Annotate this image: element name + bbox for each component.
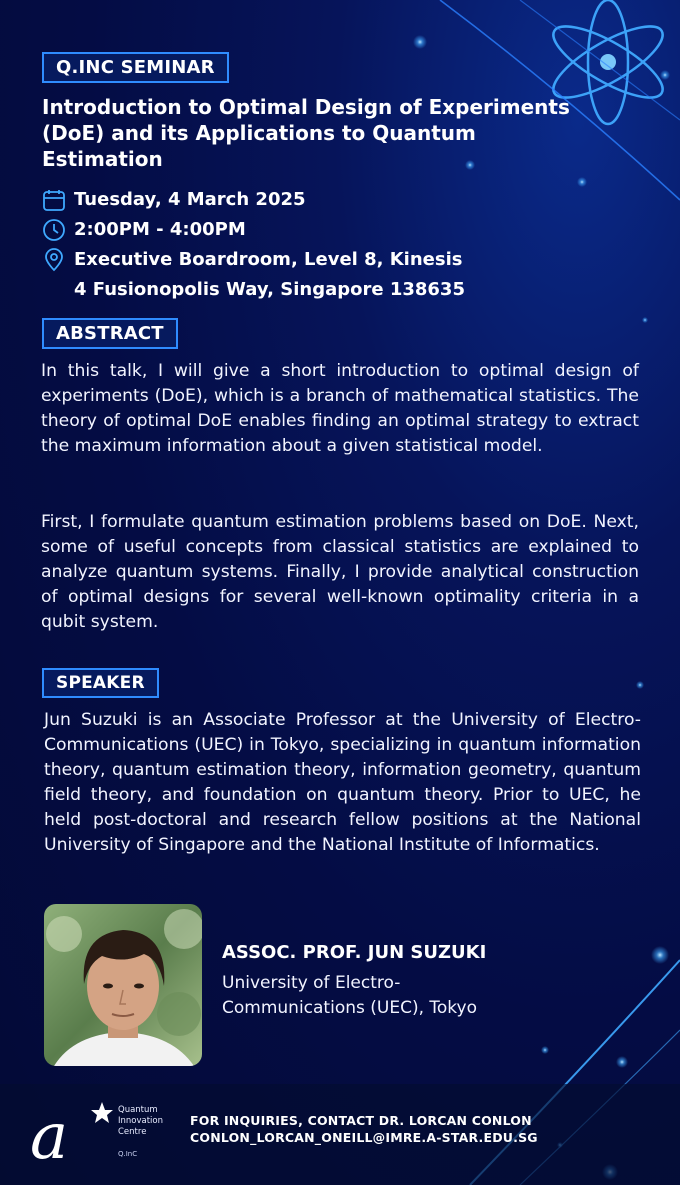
logo-line-2: Innovation [118, 1116, 164, 1126]
contact-email[interactable]: CONLON_LORCAN_ONEILL@IMRE.A-STAR.EDU.SG [190, 1130, 538, 1145]
calendar-icon [42, 188, 66, 212]
logo-sub: Q.InC [118, 1150, 138, 1158]
location-pin-icon [42, 248, 66, 272]
qinc-logo [28, 1096, 118, 1168]
clock-icon [42, 218, 66, 242]
contact-info [190, 1112, 538, 1146]
contact-line-1: FOR INQUIRIES, CONTACT DR. LORCAN CONLON [190, 1113, 532, 1128]
venue-line-1: Executive Boardroom, Level 8, Kinesis [74, 249, 463, 270]
svg-text:a: a [30, 1100, 69, 1168]
logo-line-3: Centre [118, 1127, 147, 1137]
abstract-paragraph-2: First, I formulate quantum estimation problems based on DoE. Next, some of useful concepts from classical statistics are explained to analyze quantum systems. Finally, I provide analytical construction of optimal designs for several well-known optimality criteria in a qubit system. [41, 512, 639, 632]
speaker-name: ASSOC. PROF. JUN SUZUKI [222, 942, 487, 963]
speaker-tag: SPEAKER [42, 668, 159, 698]
logo-line-1: Quantum [118, 1105, 158, 1115]
seminar-tag: Q.INC SEMINAR [42, 52, 229, 83]
seminar-title: Introduction to Optimal Design of Experiments (DoE) and its Applications to Quantum Estimation [42, 95, 570, 171]
speaker-bio: Jun Suzuki is an Associate Professor at the University of Electro-Communications (UEC) in Tokyo, specializing in quantum information theory, quantum estimation theory, information geometry, quantum field theory, and foundation on quantum theory. Prior to UEC, he held post-doctoral and research fellow positions at the National University of Singapore and the National Institute of Informatics. [44, 710, 641, 855]
event-time: 2:00PM - 4:00PM [74, 219, 246, 240]
logo-text [118, 1105, 163, 1138]
venue-line-2: 4 Fusionopolis Way, Singapore 138635 [74, 279, 465, 300]
speaker-photo [44, 904, 202, 1066]
abstract-paragraph-1: In this talk, I will give a short introduction to optimal design of experiments (DoE), which is a branch of mathematical statistics. The theory of optimal DoE enables finding an optimal strategy to extract the maximum information about a given statistical model. [41, 361, 639, 456]
event-date: Tuesday, 4 March 2025 [74, 189, 306, 210]
speaker-affiliation: University of Electro-Communications (UEC), Tokyo [222, 973, 477, 1018]
abstract-tag: ABSTRACT [42, 318, 178, 349]
